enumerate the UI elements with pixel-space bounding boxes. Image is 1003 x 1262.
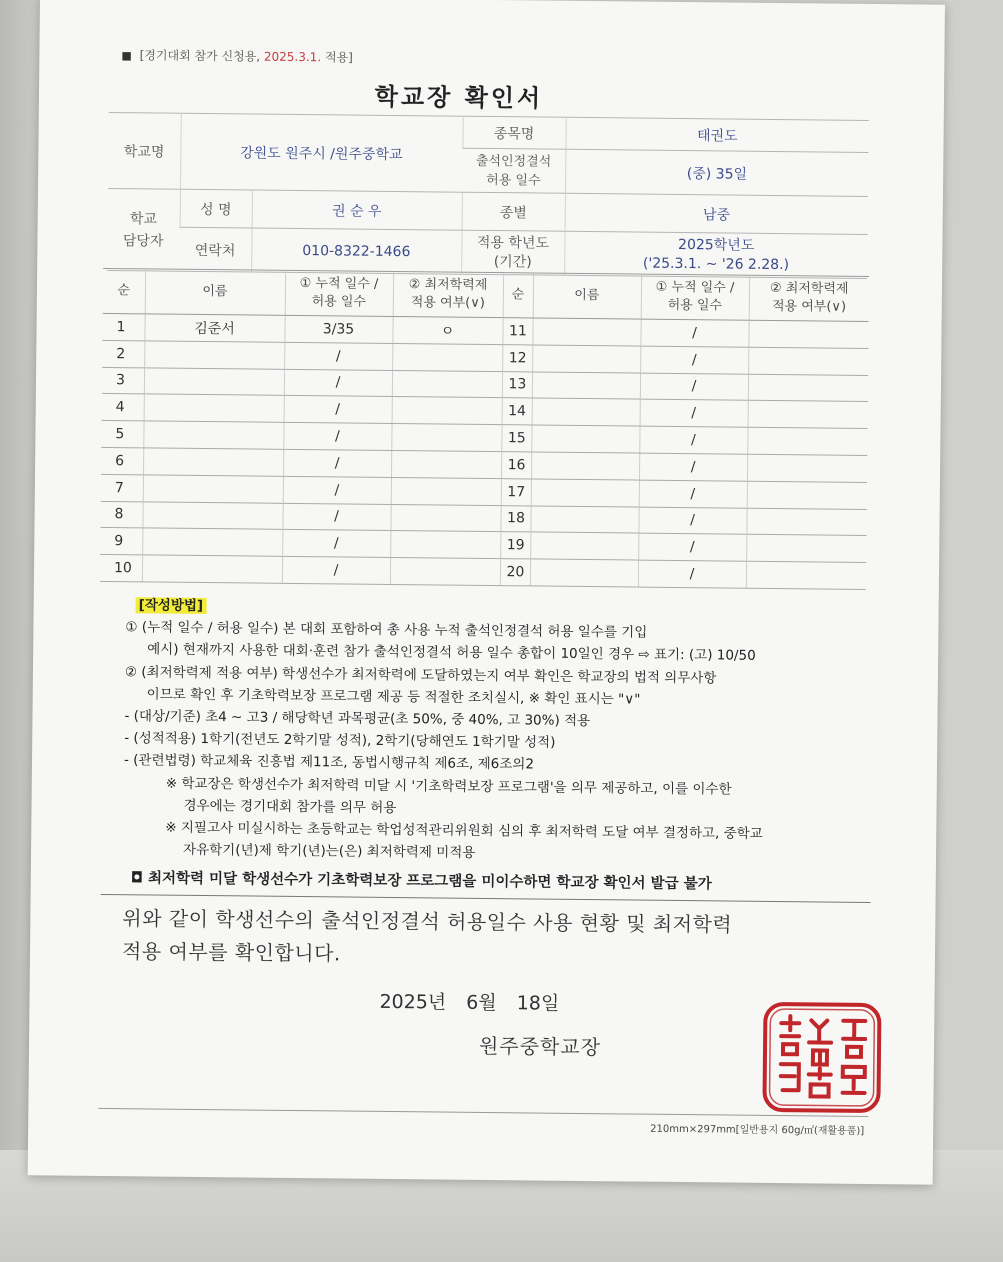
principal-signature-line: 원주중학교장 <box>478 1033 602 1060</box>
min-academic-check <box>391 450 501 478</box>
min-academic-check <box>747 427 867 455</box>
instruction-target: - (대상/기준) 초4 ~ 고3 / 해당학년 과목평균(초 50%, 중 40%, 고 30%) 적용 <box>124 708 591 730</box>
sport-label: 종목명 <box>462 116 565 149</box>
note-prefix: [경기대회 참가 신청용, <box>139 48 261 64</box>
col-days-left-line1: ① 누적 일수 / <box>299 275 379 292</box>
form-usage-note <box>121 46 353 65</box>
row-number: 5 <box>101 421 143 448</box>
instruction-note-2b: 자유학기(년)제 학기(년)는(은) 최저학력제 미적용 <box>182 842 476 862</box>
athlete-name <box>144 367 284 395</box>
days-used: / <box>640 319 748 347</box>
instruction-1a: ① (누적 일수 / 허용 일수) 본 대회 포함하여 총 사용 누적 출석인정결석 허용 일수를 기입 <box>125 619 648 641</box>
min-academic-check <box>390 531 500 559</box>
issue-date: 2025년 6월 18일 <box>379 990 560 1015</box>
col-min-left-line2: 적용 여부(∨) <box>410 295 485 311</box>
min-academic-check <box>748 374 868 402</box>
min-academic-check <box>748 347 868 375</box>
divider-top <box>101 894 871 903</box>
athlete-name <box>143 421 283 449</box>
instruction-2b: 이므로 확인 후 기초학력보장 프로그램 제공 등 적절한 조치실시, ※ 확인 표시는 "∨" <box>146 686 641 708</box>
row-number: 1 <box>102 313 144 340</box>
col-name-right: 이름 <box>533 273 641 319</box>
days-used: / <box>638 533 746 561</box>
issuance-warning: ◘ 최저학력 미달 학생선수가 기초학력보장 프로그램을 미이수하면 학교장 확인서 발급 불가 <box>130 870 712 893</box>
min-academic-check <box>747 481 867 509</box>
min-academic-check: ㅇ <box>392 316 502 344</box>
note-suffix: 적용] <box>324 50 353 65</box>
min-academic-check <box>748 320 868 348</box>
days-used: / <box>640 346 748 374</box>
school-info-table <box>107 112 869 279</box>
row-number: 8 <box>100 501 142 528</box>
name-label: 성 명 <box>180 189 252 228</box>
instructions-section <box>93 594 886 869</box>
instruction-laws: - (관련법령) 학교체육 진흥법 제11조, 동법시행규칙 제6조, 제6조의2 <box>123 752 535 773</box>
athlete-name <box>143 448 283 476</box>
sport-value: 태권도 <box>565 117 868 152</box>
days-used: / <box>284 396 392 424</box>
document-page <box>28 0 945 1185</box>
min-academic-check <box>747 454 867 482</box>
col-min-right-line2: 적용 여부(∨) <box>771 298 847 315</box>
category-label: 종별 <box>462 192 565 231</box>
athlete-name <box>531 452 639 480</box>
days-used: / <box>638 560 746 588</box>
row-number: 18 <box>500 505 530 532</box>
document-title: 학교장 확인서 <box>374 82 544 113</box>
row-number: 14 <box>502 398 532 425</box>
phone-value: 010-8322-1466 <box>251 228 461 274</box>
year-label-line2: (기간) <box>493 253 532 270</box>
athlete-name <box>144 394 284 422</box>
athlete-name <box>142 501 282 529</box>
min-academic-check <box>390 504 500 532</box>
row-number: 4 <box>102 394 144 421</box>
min-academic-check <box>391 424 501 452</box>
athlete-name <box>532 318 640 346</box>
days-used: / <box>283 423 391 451</box>
instruction-note-1a: ※ 학교장은 학생선수가 최저학력 미달 시 '기초학력보장 프로그램'을 의무 제공하고, 이를 이수한 <box>165 775 732 798</box>
min-academic-check <box>746 535 866 563</box>
row-number: 7 <box>101 474 143 501</box>
contact-person-label <box>107 188 180 271</box>
days-used: / <box>639 453 747 481</box>
athlete-name <box>532 398 640 426</box>
row-number: 17 <box>501 478 531 505</box>
col-name-left: 이름 <box>145 269 285 315</box>
days-used: / <box>283 476 391 504</box>
row-number: 2 <box>102 340 144 367</box>
col-no-right: 순 <box>503 273 533 318</box>
days-used: / <box>283 449 391 477</box>
note-date: 2025.3.1. <box>263 49 322 65</box>
days-used: / <box>640 399 748 427</box>
athlete-name <box>142 555 282 583</box>
instruction-grades: - (성적적용) 1학기(전년도 2학기말 성적), 2학기(당해연도 1학기말 성적) <box>124 730 556 751</box>
official-seal-stamp <box>758 998 885 1117</box>
athlete-name <box>531 479 639 507</box>
contact-label-line2: 담당자 <box>122 232 164 250</box>
confirmation-line1: 위와 같이 학생선수의 출석인정결석 허용일수 사용 현황 및 최저학력 <box>122 906 733 937</box>
min-academic-check <box>746 561 866 589</box>
school-label: 학교명 <box>108 112 181 189</box>
row-number: 12 <box>502 344 532 371</box>
instruction-note-1b: 경우에는 경기대회 참가를 의무 허용 <box>183 797 397 816</box>
athlete-name: 김준서 <box>144 314 284 342</box>
min-academic-check <box>392 370 502 398</box>
min-academic-check <box>392 397 502 425</box>
absence-label-line1: 출석인정결석 <box>475 153 552 170</box>
row-number: 10 <box>100 555 142 582</box>
athlete-name <box>532 345 640 373</box>
days-used: / <box>282 556 390 584</box>
roster-body <box>100 313 869 589</box>
paper-spec-footer: 210mm×297mm[일반용지 60g/㎡(재활용품)] <box>650 1123 865 1137</box>
min-academic-check <box>746 508 866 536</box>
school-year-label <box>461 230 564 275</box>
days-used: / <box>639 480 747 508</box>
min-academic-check <box>392 343 502 371</box>
days-used: / <box>640 373 748 401</box>
col-min-right <box>749 275 869 321</box>
row-number: 3 <box>102 367 144 394</box>
row-number: 11 <box>502 318 532 345</box>
athlete-name <box>531 425 639 453</box>
row-number: 13 <box>502 371 532 398</box>
school-year-value <box>564 231 867 278</box>
min-academic-check <box>748 401 868 429</box>
days-used: / <box>638 507 746 535</box>
days-used: 3/35 <box>284 315 392 343</box>
min-academic-check <box>390 558 500 586</box>
year-value-line1: 2025학년도 <box>678 236 755 254</box>
row-number: 9 <box>100 528 142 555</box>
col-min-left <box>393 271 503 317</box>
category-value: 남중 <box>565 193 868 234</box>
phone-label: 연락처 <box>179 227 251 272</box>
athlete-name <box>530 506 638 534</box>
year-label-line1: 적용 학년도 <box>476 234 550 252</box>
divider-bottom <box>98 1108 868 1117</box>
confirmation-line2: 적용 여부를 확인합니다. <box>121 939 341 966</box>
roster-header-row <box>103 268 869 321</box>
absence-label-line2: 허용 일수 <box>486 172 541 189</box>
row-number: 19 <box>500 532 530 559</box>
row-number: 15 <box>501 425 531 452</box>
days-used: / <box>284 342 392 370</box>
athlete-name <box>530 532 638 560</box>
col-days-left-line2: 허용 일수 <box>311 294 367 310</box>
col-days-right <box>641 274 749 320</box>
col-days-right-line2: 허용 일수 <box>667 297 723 314</box>
days-used: / <box>284 369 392 397</box>
instructions-title: [작성방법] <box>136 597 207 614</box>
year-value-line2: ('25.3.1. ~ '26 2.28.) <box>642 255 790 273</box>
athlete-name <box>143 475 283 503</box>
days-used: / <box>282 530 390 558</box>
days-used: / <box>282 503 390 531</box>
athlete-name <box>144 341 284 369</box>
athlete-name <box>530 559 638 587</box>
absence-days-value: (중) 35일 <box>565 149 868 196</box>
confirmation-statement <box>122 902 883 976</box>
school-value: 강원도 원주시 /원주중학교 <box>180 113 463 192</box>
row-number: 6 <box>101 447 143 474</box>
athlete-roster-table <box>100 268 869 590</box>
col-days-right-line1: ① 누적 일수 / <box>655 279 735 296</box>
athlete-name <box>532 372 640 400</box>
row-number: 16 <box>501 452 531 479</box>
min-academic-check <box>391 477 501 505</box>
col-days-left <box>285 270 393 316</box>
instruction-2a: ② (최저학력제 적용 여부) 학생선수가 최저학력에 도달하였는지 여부 확인은 학교장의 법적 의무사항 <box>124 663 717 686</box>
col-min-left-line1: ② 최저학력제 <box>408 277 488 293</box>
instruction-1b: 예시) 현재까지 사용한 대회·훈련 참가 출석인정결석 허용 일수 총합이 10일인 경우 ⇨ 표기: (고) 10/50 <box>147 641 756 665</box>
contact-label-line1: 학교 <box>129 210 158 227</box>
square-bullet-icon: ■ <box>121 49 132 63</box>
absence-days-label <box>462 148 565 193</box>
days-used: / <box>639 426 747 454</box>
row-number: 20 <box>500 559 530 586</box>
col-no-left: 순 <box>103 268 145 313</box>
instruction-note-2a: ※ 지필고사 미실시하는 초등학교는 학업성적관리위원회 심의 후 최저학력 도달 여부 결정하고, 중학교 <box>165 819 763 842</box>
name-value: 권 순 우 <box>252 190 462 230</box>
col-min-right-line1: ② 최저학력제 <box>769 280 849 297</box>
athlete-name <box>142 528 282 556</box>
